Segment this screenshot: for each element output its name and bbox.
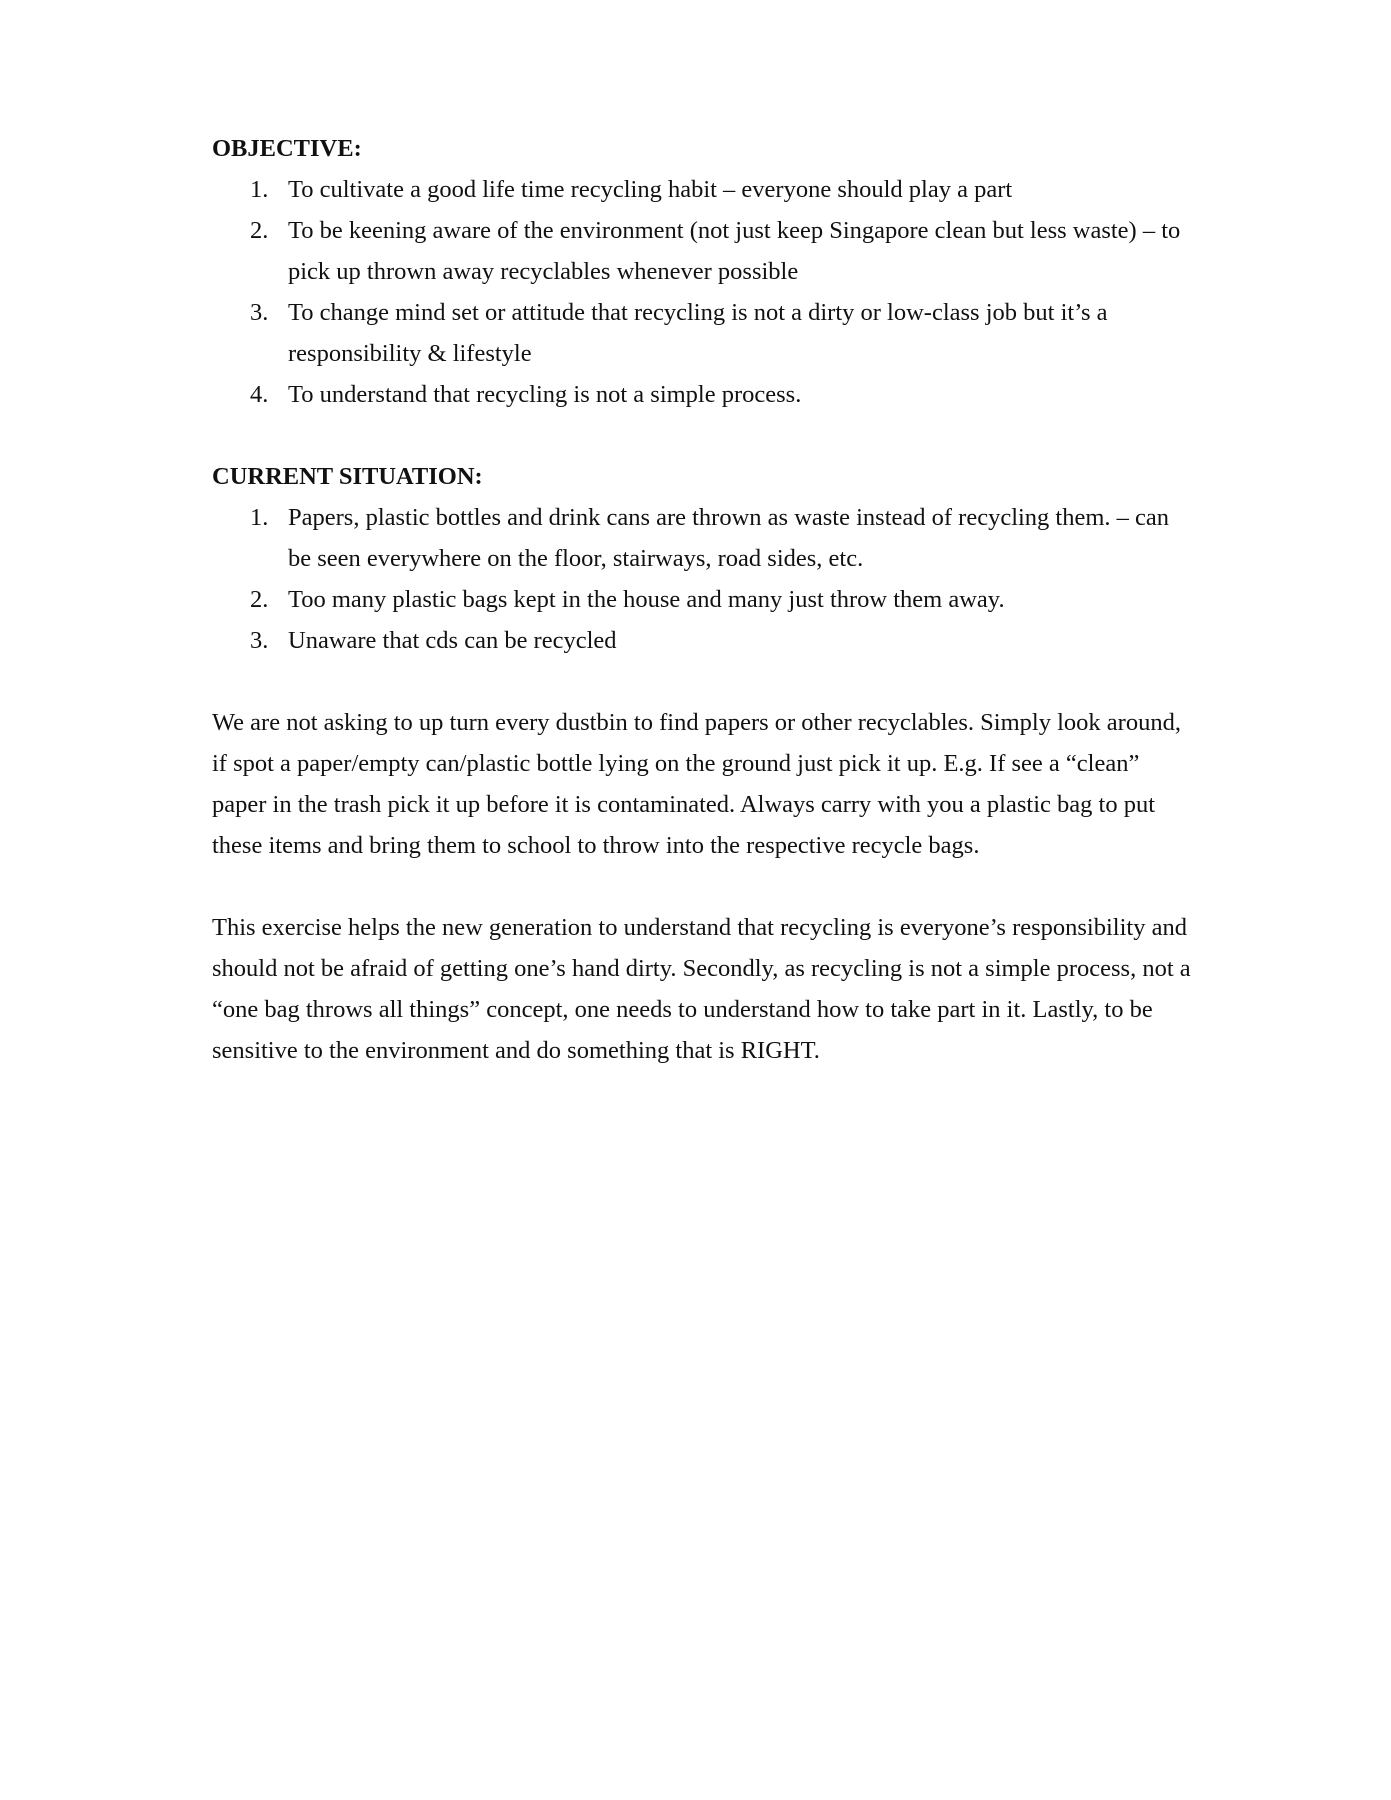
list-item xyxy=(212,169,1192,210)
list-item xyxy=(212,374,1192,415)
body-paragraph: We are not asking to up turn every dustbin to find papers or other recyclables. Simply look around, if spot a paper/empty can/plastic bottle lying on the ground just pick it up. E.g. If see a “clean” paper in the trash pick it up before it is contaminated. Always carry with you a plastic bag to put these items and bring them to school to throw into the respective recycle bags. xyxy=(212,709,1181,859)
list-text: Too many plastic bags kept in the house and many just throw them away. xyxy=(288,586,1005,613)
list-number: 3. xyxy=(250,627,269,654)
list-number: 2. xyxy=(250,586,269,613)
list-text: Papers, plastic bottles and drink cans are thrown as waste instead of recycling them. – can be seen everywhere on the floor, stairways, road sides, etc. xyxy=(288,504,1170,572)
list-item xyxy=(212,210,1192,292)
objective-list xyxy=(212,169,1192,415)
list-item xyxy=(212,497,1192,579)
list-text: To be keening aware of the environment (not just keep Singapore clean but less waste) – to pick up thrown away recyclables whenever possible xyxy=(288,217,1181,285)
list-item xyxy=(212,579,1192,620)
body-paragraph: This exercise helps the new generation to understand that recycling is everyone’s responsibility and should not be afraid of getting one’s hand dirty. Secondly, as recycling is not a simple process, not a “one bag throws all things” concept, one needs to understand how to take part in it. Lastly, to be sensitive to the environment and do something that is RIGHT. xyxy=(212,914,1191,1064)
list-text: To change mind set or attitude that recycling is not a dirty or low-class job but it’s a responsibility & lifestyle xyxy=(288,299,1108,367)
current-situation-list xyxy=(212,497,1192,661)
list-number: 2. xyxy=(250,217,269,244)
list-item xyxy=(212,292,1192,374)
list-number: 1. xyxy=(250,176,269,203)
list-text: Unaware that cds can be recycled xyxy=(288,627,617,654)
list-text: To understand that recycling is not a simple process. xyxy=(288,381,802,408)
objective-heading: OBJECTIVE: xyxy=(212,135,362,162)
list-number: 4. xyxy=(250,381,269,408)
list-item xyxy=(212,620,1192,661)
current-situation-heading: CURRENT SITUATION: xyxy=(212,463,483,490)
list-number: 1. xyxy=(250,504,269,531)
document-page xyxy=(212,128,1192,1071)
list-text: To cultivate a good life time recycling habit – everyone should play a part xyxy=(288,176,1013,203)
list-number: 3. xyxy=(250,299,269,326)
